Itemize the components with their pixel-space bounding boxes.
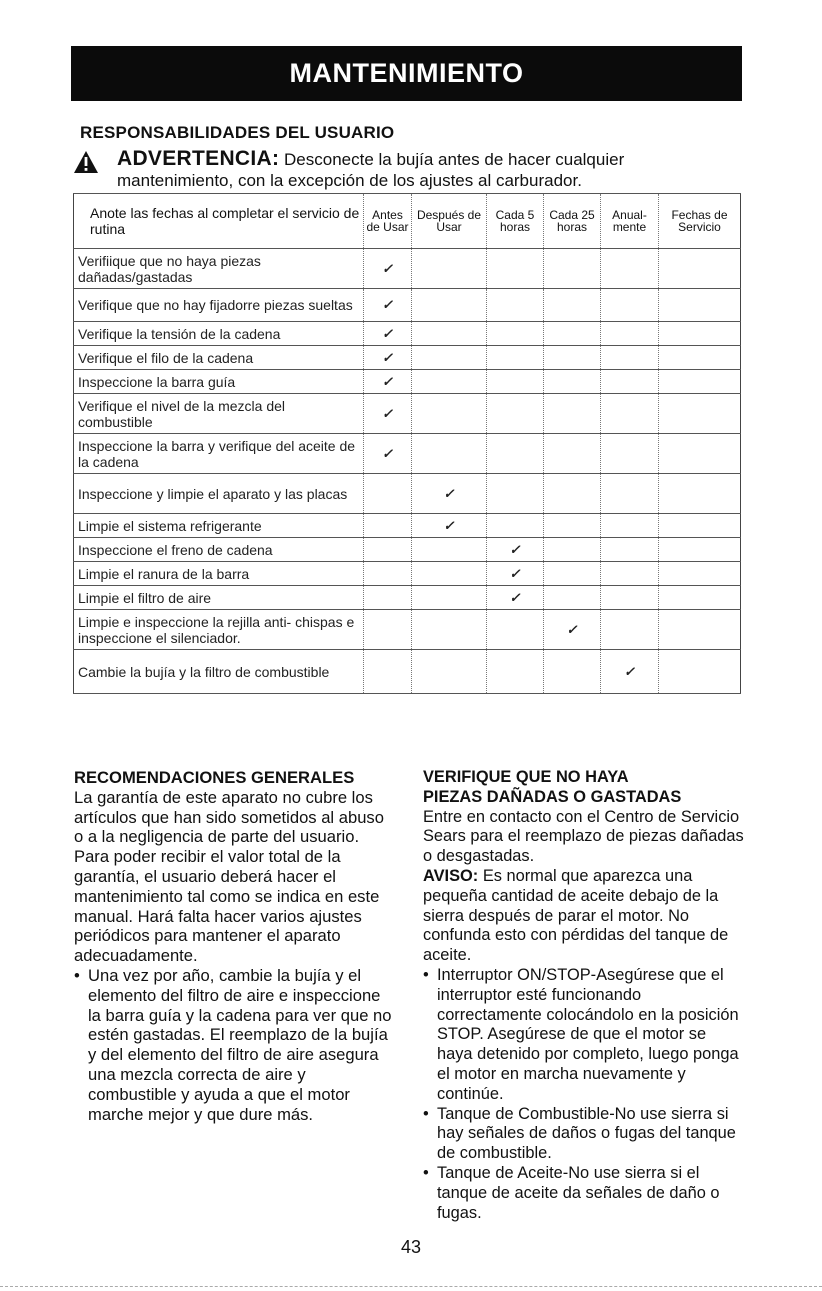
schedule-cell [601,289,659,322]
schedule-task: Inspeccione la barra y verifique del aceite de la cadena [74,434,364,474]
bullet-dot-icon: • [423,965,429,984]
schedule-cell [487,249,544,289]
schedule-cell [487,370,544,394]
schedule-cell [544,650,601,694]
section-title: MANTENIMIENTO [289,58,524,88]
schedule-cell [412,249,487,289]
schedule-cell [601,434,659,474]
warning-triangle-icon [73,150,99,174]
schedule-cell [544,538,601,562]
schedule-row [74,394,741,434]
schedule-task: Inspeccione y limpie el aparato y las placas [74,474,364,514]
schedule-cell [659,538,741,562]
schedule-cell [659,289,741,322]
schedule-cell [412,474,487,514]
verify-bullet [423,1164,745,1223]
verify-bullet [423,966,745,1105]
schedule-cell [487,434,544,474]
schedule-cell [412,394,487,434]
schedule-task: Verifique el nivel de la mezcla del combustible [74,394,364,434]
schedule-cell [659,610,741,650]
schedule-row [74,514,741,538]
schedule-cell [544,394,601,434]
checkmark-icon: ✓ [509,589,521,605]
checkmark-icon: ✓ [382,405,393,421]
schedule-cell [487,610,544,650]
bullet-dot-icon: • [423,1104,429,1123]
schedule-cell [487,586,544,610]
schedule-row [74,586,741,610]
schedule-row [74,650,741,694]
responsibilities-heading: RESPONSABILIDADES DEL USUARIO [80,123,395,142]
schedule-task: Verifique el filo de la cadena [74,346,364,370]
schedule-task: Limpie e inspeccione la rejilla anti- chispas e inspeccione el silenciador. [74,610,364,650]
schedule-cell [544,562,601,586]
notice-label: AVISO: [423,866,479,885]
notice-text: Es normal que aparezca una pequeña cantidad de aceite debajo de la sierra después de parar el motor. No confunda esto con pérdidas del tanque de aceite. [423,866,729,965]
schedule-task: Limpie el sistema refrigerante [74,514,364,538]
schedule-cell [364,586,412,610]
schedule-cell [364,249,412,289]
general-heading: RECOMENDACIONES GENERALES [74,768,355,787]
schedule-cell [659,434,741,474]
schedule-cell [544,434,601,474]
schedule-cell [601,562,659,586]
verify-bullet [423,1105,745,1164]
schedule-cell [659,322,741,346]
schedule-cell [487,514,544,538]
schedule-cell [601,322,659,346]
checkmark-icon: ✓ [382,325,393,341]
schedule-cell [364,562,412,586]
schedule-cell [487,289,544,322]
schedule-cell [412,322,487,346]
warning-label: ADVERTENCIA: [117,147,280,170]
checkmark-icon: ✓ [566,621,578,637]
schedule-cell [544,289,601,322]
schedule-cell [364,538,412,562]
schedule-cell [601,610,659,650]
schedule-header-col: Antes de Usar [364,194,412,249]
verify-bullet-list [423,966,745,1223]
schedule-task: Verifique la tensión de la cadena [74,322,364,346]
schedule-cell [659,650,741,694]
verify-bullet-text: Tanque de Aceite-No use sierra si el tanque de aceite da señales de daño o fugas. [437,1163,720,1222]
schedule-task: Verifique que no hay fijadorre piezas sueltas [74,289,364,322]
verify-bullet-text: Interruptor ON/STOP-Asegúrese que el interruptor esté funcionando correctamente colocándolo en la posición STOP. Asegúrese de que el motor se haya detenido por completo, luego ponga el motor en marcha nuevamente y continúe. [437,965,739,1103]
checkmark-icon: ✓ [624,663,635,679]
schedule-cell [601,538,659,562]
schedule-cell [544,514,601,538]
schedule-cell [601,346,659,370]
schedule-cell [364,322,412,346]
verify-heading-line2: PIEZAS DAÑADAS O GASTADAS [423,787,682,806]
schedule-header-col: Cada 25 horas [544,194,601,249]
schedule-cell [364,610,412,650]
schedule-cell [544,370,601,394]
schedule-task: Inspeccione la barra guía [74,370,364,394]
schedule-cell [544,474,601,514]
schedule-header-col: Cada 5 horas [487,194,544,249]
verify-parts-section [423,768,745,1223]
schedule-cell [412,514,487,538]
schedule-cell [544,610,601,650]
schedule-cell [659,370,741,394]
schedule-cell [659,562,741,586]
verify-paragraph: Entre en contacto con el Centro de Servicio Sears para el reemplazo de piezas dañadas o desgastadas. [423,807,744,866]
verify-bullet-text: Tanque de Combustible-No use sierra si hay señales de daños o fugas del tanque de combustible. [437,1104,736,1163]
schedule-cell [412,289,487,322]
schedule-cell [544,586,601,610]
schedule-cell [412,610,487,650]
schedule-row [74,434,741,474]
schedule-header-col: Fechas de Servicio [659,194,741,249]
schedule-cell [412,346,487,370]
schedule-task: Limpie el ranura de la barra [74,562,364,586]
schedule-header-col: Anual- mente [601,194,659,249]
warning-text-line2: mantenimiento, con la excepción de los ajustes al carburador. [117,171,582,190]
schedule-cell [364,514,412,538]
schedule-task: Verifiique que no haya piezas dañadas/gastadas [74,249,364,289]
schedule-cell [659,249,741,289]
schedule-cell [659,474,741,514]
schedule-cell [412,434,487,474]
checkmark-icon: ✓ [382,445,393,461]
general-recommendations [74,768,394,1124]
warning-block [73,148,753,191]
checkmark-icon: ✓ [382,349,393,365]
schedule-cell [364,289,412,322]
schedule-row [74,562,741,586]
checkmark-icon: ✓ [509,565,521,581]
checkmark-icon: ✓ [443,517,455,533]
checkmark-icon: ✓ [382,297,393,312]
schedule-cell [487,650,544,694]
schedule-cell [544,322,601,346]
schedule-cell [487,474,544,514]
schedule-cell [364,650,412,694]
schedule-cell [659,586,741,610]
schedule-cell [487,394,544,434]
checkmark-icon: ✓ [509,541,521,557]
schedule-cell [364,394,412,434]
schedule-header-task: Anote las fechas al completar el servicio de rutina [74,194,364,249]
schedule-cell [412,586,487,610]
general-bullet-text: Una vez por año, cambie la bujía y el elemento del filtro de aire e inspeccione la barra guía y la cadena para ver que no estén gastadas. El reemplazo de la bujía y del elemento del filtro de aire asegura una mezcla correcta de aire y combustible y ayuda a que el motor marche mejor y que dure más. [88,965,392,1124]
schedule-task: Inspeccione el freno de cadena [74,538,364,562]
schedule-row [74,610,741,650]
schedule-row [74,346,741,370]
section-banner [71,46,742,101]
schedule-cell [659,514,741,538]
bullet-dot-icon: • [423,1163,429,1182]
schedule-row [74,322,741,346]
page-number: 43 [400,1237,422,1257]
schedule-row [74,249,741,289]
schedule-cell [364,370,412,394]
checkmark-icon: ✓ [382,260,393,276]
bullet-dot-icon: • [74,965,80,985]
schedule-cell [364,474,412,514]
schedule-cell [601,514,659,538]
schedule-cell [601,474,659,514]
schedule-cell [412,538,487,562]
schedule-task: Limpie el filtro de aire [74,586,364,610]
schedule-cell [544,346,601,370]
general-bullet [74,966,394,1124]
verify-heading-line1: VERIFIQUE QUE NO HAYA [423,768,629,786]
schedule-row [74,289,741,322]
schedule-cell [601,249,659,289]
schedule-cell [412,562,487,586]
checkmark-icon: ✓ [443,485,455,501]
schedule-cell [487,562,544,586]
schedule-row [74,370,741,394]
page-bottom-divider [0,1286,822,1287]
schedule-cell [412,650,487,694]
schedule-cell [412,370,487,394]
schedule-row [74,474,741,514]
schedule-row [74,538,741,562]
warning-text-line1: Desconecte la bujía antes de hacer cualquier [284,150,625,169]
maintenance-schedule-table [73,193,741,694]
schedule-cell [601,394,659,434]
schedule-cell [364,434,412,474]
schedule-cell [487,322,544,346]
checkmark-icon: ✓ [382,373,393,389]
schedule-header-row [74,194,741,249]
schedule-cell [601,586,659,610]
schedule-cell [487,346,544,370]
schedule-cell [364,346,412,370]
schedule-task: Cambie la bujía y la filtro de combustible [74,650,364,694]
general-bullet-list [74,966,394,1124]
notice [423,867,745,966]
schedule-cell [544,249,601,289]
schedule-cell [659,394,741,434]
general-paragraph: La garantía de este aparato no cubre los artículos que han sido sometidos al abuso o a la negligencia de parte del usuario. Para poder recibir el valor total de la garantía, el usuario deberá hacer el mantenimiento tal como se indica en este manual. Hará falta hacer varios ajustes periódicos para mantener el aparato adecuadamente. [74,787,384,966]
schedule-cell [659,346,741,370]
schedule-cell [601,650,659,694]
schedule-header-col: Después de Usar [412,194,487,249]
schedule-cell [601,370,659,394]
schedule-cell [487,538,544,562]
